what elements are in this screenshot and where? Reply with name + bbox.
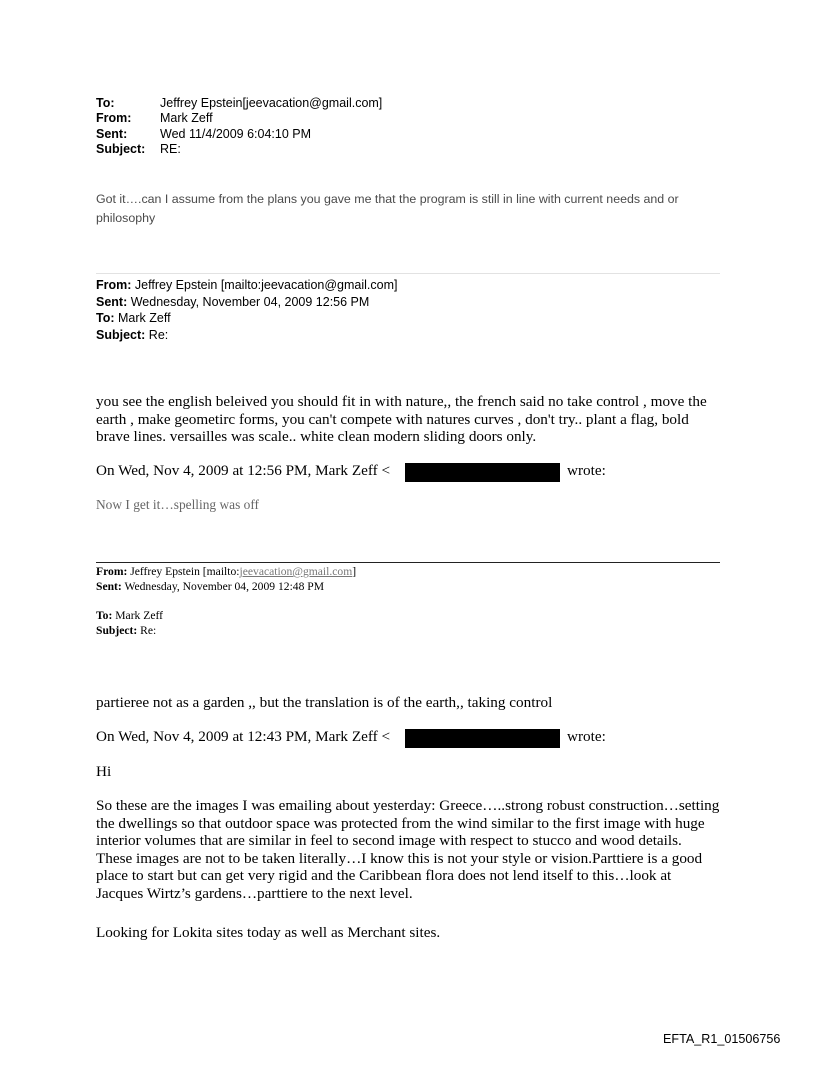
qh1-sent-line bbox=[96, 294, 397, 311]
qh2-from-line bbox=[96, 565, 356, 580]
qh2-subject-line bbox=[96, 624, 356, 639]
qh2-sent-label: Sent: bbox=[96, 579, 122, 593]
from-label: From: bbox=[96, 111, 132, 125]
separator-line-dark bbox=[96, 562, 720, 563]
message-2-on-line: On Wed, Nov 4, 2009 at 12:56 PM, Mark Zeff < bbox=[96, 462, 391, 479]
qh1-subject-value: Re: bbox=[148, 327, 169, 342]
to-value: Jeffrey Epstein[jeevacation@gmail.com] bbox=[160, 96, 383, 110]
qh2-from-prefix: Jeffrey Epstein [mailto: bbox=[130, 565, 240, 578]
qh2-to-line bbox=[96, 609, 356, 624]
qh2-from-suffix: ] bbox=[352, 565, 357, 578]
qh1-subject-label: Subject: bbox=[96, 327, 146, 342]
qh2-subject-label: Subject: bbox=[96, 623, 138, 637]
subject-value: RE: bbox=[160, 142, 181, 156]
quoted-header-2 bbox=[96, 565, 356, 638]
subject-label: Subject: bbox=[96, 142, 146, 156]
message-2-quote: Now I get it…spelling was off bbox=[96, 497, 260, 512]
reply-1-text: Got it….can I assume from the plans you gave me that the program is still in line with current needs and or philosophy bbox=[96, 192, 679, 225]
qh1-sent-label: Sent: bbox=[96, 294, 128, 309]
from-value: Mark Zeff bbox=[160, 111, 213, 125]
qh1-from-value: Jeffrey Epstein [mailto:jeevacation@gmail.com] bbox=[134, 278, 398, 292]
qh1-to-label: To: bbox=[96, 311, 115, 325]
qh2-sent-value: Wednesday, November 04, 2009 12:48 PM bbox=[124, 579, 325, 593]
qh1-from-label: From: bbox=[96, 278, 132, 292]
message-2-body: you see the english beleived you should fit in with nature,, the french said no take control , move the earth , make geometirc forms, you can't compete with natures curves , don't try.. plant a flag, bold brave lines. versailles was scale.. white clean modern sliding doors only. bbox=[96, 393, 707, 446]
qh1-to-line bbox=[96, 310, 397, 327]
separator-line bbox=[96, 273, 720, 274]
message-3-closing: Looking for Lokita sites today as well as Merchant sites. bbox=[96, 924, 441, 941]
qh2-from-label: From: bbox=[96, 565, 128, 578]
redaction-box bbox=[405, 463, 560, 482]
email-link[interactable]: jeevacation@gmail.com bbox=[239, 565, 353, 578]
qh2-to-value: Mark Zeff bbox=[115, 609, 163, 622]
qh1-to-value: Mark Zeff bbox=[118, 311, 171, 325]
qh2-to-label: To: bbox=[96, 609, 113, 622]
qh1-subject-line bbox=[96, 327, 397, 344]
message-2-wrote: wrote: bbox=[567, 462, 606, 479]
message-3-wrote: wrote: bbox=[567, 728, 606, 745]
to-label: To: bbox=[96, 96, 115, 110]
bates-number: EFTA_R1_01506756 bbox=[663, 1032, 781, 1046]
qh1-from-line bbox=[96, 277, 397, 294]
quoted-header-1 bbox=[96, 277, 397, 343]
message-3-greeting: Hi bbox=[96, 763, 112, 780]
qh1-sent-value: Wednesday, November 04, 2009 12:56 PM bbox=[130, 294, 370, 309]
qh2-subject-value: Re: bbox=[140, 623, 157, 637]
message-3-body: partieree not as a garden ,, but the translation is of the earth,, taking control bbox=[96, 694, 553, 711]
redaction-box bbox=[405, 729, 560, 748]
sent-value: Wed 11/4/2009 6:04:10 PM bbox=[160, 127, 312, 141]
message-3-paragraph: So these are the images I was emailing about yesterday: Greece…..strong robust construction…setting the dwellings so that outdoor space was protected from the wind similar to the first image with huge interior volumes that are similar in feel to second image with respect to stucco and wood details. These images are not to be taken literally…I know this is not your style or vision.Parttiere is a good place to start but can get very rigid and the Caribbean flora does not lend itself to this…look at Jacques Wirtz’s gardens…parttiere to the next level. bbox=[96, 797, 720, 902]
message-3-on-line: On Wed, Nov 4, 2009 at 12:43 PM, Mark Zeff < bbox=[96, 728, 391, 745]
qh2-sent-line bbox=[96, 580, 356, 595]
sent-label: Sent: bbox=[96, 127, 128, 141]
